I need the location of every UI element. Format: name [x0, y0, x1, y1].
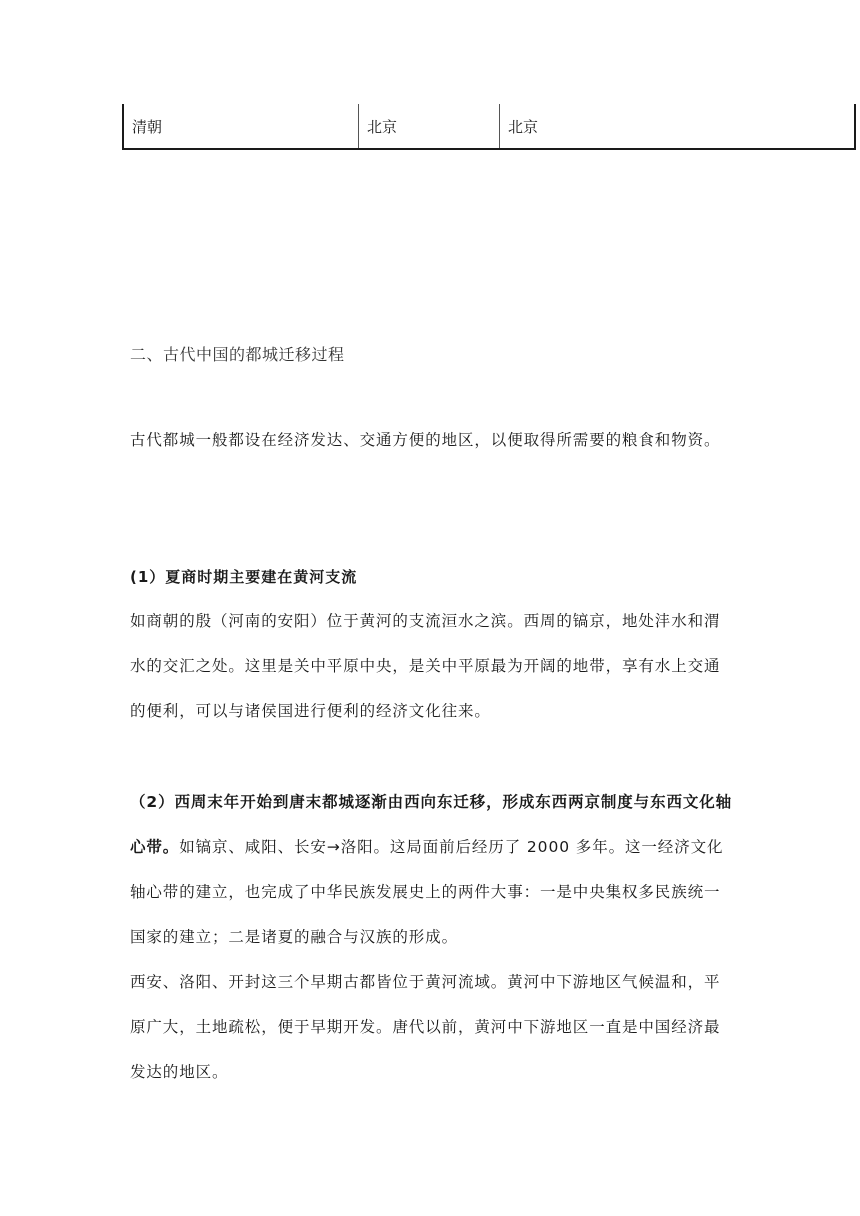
table-cell-capital: 北京	[359, 104, 500, 148]
intro-paragraph: 古代都城一般都设在经济发达、交通方便的地区，以便取得所需要的粮食和物资。	[130, 431, 721, 449]
section-heading: 二、古代中国的都城迁移过程	[130, 345, 345, 364]
point2-paragraph	[130, 780, 734, 960]
table-cell-modern-name: 北京	[508, 117, 539, 136]
capital-table-fragment	[122, 104, 856, 150]
table-cell-dynasty: 清朝	[124, 104, 359, 148]
point1-body: 如商朝的殷（河南的安阳）位于黄河的支流洹水之滨。西周的镐京，地处沣水和渭水的交汇之处。这里是关中平原中央，是关中平原最为开阔的地带，享有水上交通的便利，可以与诸侯国进行便利的经济文化往来。	[130, 612, 721, 720]
point1-title: (1）夏商时期主要建在黄河支流	[130, 568, 358, 586]
point2-title: （2）西周末年开始到唐末都城逐渐由西向东迁移，形成东西两京制度与东西文化轴心带。	[130, 793, 733, 856]
closing-paragraph: 西安、洛阳、开封这三个早期古都皆位于黄河流域。黄河中下游地区气候温和，平原广大，土地疏松，便于早期开发。唐代以前，黄河中下游地区一直是中国经济最发达的地区。	[130, 973, 721, 1081]
point2-body: 如镐京、咸阳、长安→洛阳。这局面前后经历了 2000 多年。这一经济文化轴心带的建立，也完成了中华民族发展史上的两件大事：一是中央集权多民族统一国家的建立；二是诸夏的融合与汉族的形成。	[130, 838, 724, 946]
